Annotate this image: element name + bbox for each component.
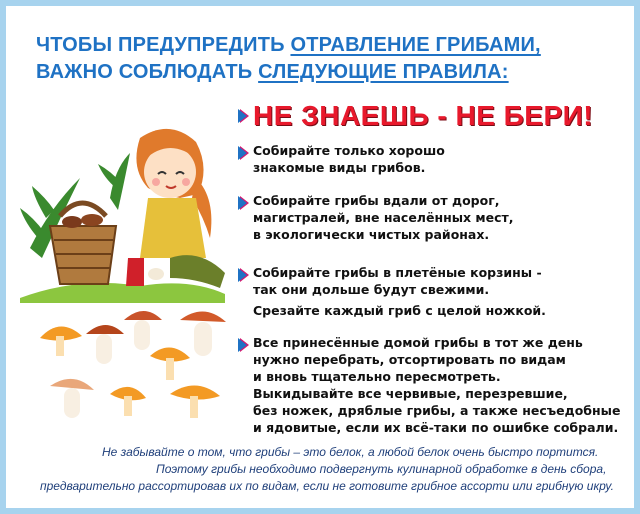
heading-line-2 bbox=[36, 59, 626, 86]
slogan bbox=[238, 100, 593, 132]
rule-line: Собирайте грибы вдали от дорог, bbox=[253, 193, 500, 208]
rule-line: нужно перебрать, отсортировать по видам bbox=[253, 352, 566, 367]
footnote-line: Не забывайте о том, что грибы – это белок, а любой белок очень быстро портится. bbox=[102, 445, 599, 459]
slogan-text: НЕ ЗНАЕШЬ - НЕ БЕРИ! bbox=[253, 100, 594, 131]
rule-1 bbox=[238, 142, 445, 176]
arrow-bullet-icon bbox=[238, 338, 247, 352]
rule-line: и вновь тщательно пересмотреть. bbox=[253, 369, 501, 384]
girl-figure bbox=[126, 129, 225, 288]
arrow-bullet-icon bbox=[238, 196, 247, 210]
heading-text: ЧТОБЫ ПРЕДУПРЕДИТЬ bbox=[36, 34, 285, 56]
rule-line: так они дольше будут свежими. bbox=[253, 282, 490, 297]
heading-text: ВАЖНО СОБЛЮДАТЬ bbox=[36, 61, 253, 83]
rule-line: знакомые виды грибов. bbox=[253, 160, 426, 175]
rule-2 bbox=[238, 192, 514, 243]
arrow-bullet-icon bbox=[238, 268, 247, 282]
rule-line: без ножек, дряблые грибы, а также несъедобные bbox=[253, 403, 621, 418]
basket-icon bbox=[50, 203, 116, 284]
poster bbox=[6, 6, 634, 508]
rule-line: Срезайте каждый гриб с целой ножкой. bbox=[253, 303, 546, 318]
page-heading bbox=[36, 32, 626, 86]
rule-line: Все принесённые домой грибы в тот же день bbox=[253, 335, 583, 350]
rule-4 bbox=[238, 334, 620, 436]
rule-line: Собирайте грибы в плетёные корзины - bbox=[253, 265, 542, 280]
rule-line: и ядовитые, если их всё-таки по ошибке собрали. bbox=[253, 420, 619, 435]
mushroom-icon bbox=[40, 311, 226, 418]
grass bbox=[20, 283, 225, 303]
rule-line: Собирайте только хорошо bbox=[253, 143, 445, 158]
rule-line: магистралей, вне населённых мест, bbox=[253, 210, 514, 225]
rule-line: Выкидывайте все червивые, перезревшие, bbox=[253, 386, 568, 401]
arrow-bullet-icon bbox=[238, 146, 247, 160]
footnote bbox=[6, 444, 634, 495]
footnote-line: Поэтому грибы необходимо подвергнуть кулинарной обработке в день сбора, bbox=[156, 462, 607, 476]
arrow-bullet-icon bbox=[238, 109, 247, 123]
rule-line: в экологически чистых районах. bbox=[253, 227, 490, 242]
heading-line-1 bbox=[36, 32, 626, 59]
rule-3 bbox=[238, 264, 546, 319]
girl-mushroom-illustration bbox=[20, 98, 232, 438]
heading-underlined-text: СЛЕДУЮЩИЕ ПРАВИЛА: bbox=[258, 61, 509, 83]
heading-underlined-text: ОТРАВЛЕНИЕ ГРИБАМИ, bbox=[290, 34, 541, 56]
footnote-line: предварительно рассортировав их по видам, если не готовите грибное ассорти или грибную икру. bbox=[40, 479, 614, 493]
